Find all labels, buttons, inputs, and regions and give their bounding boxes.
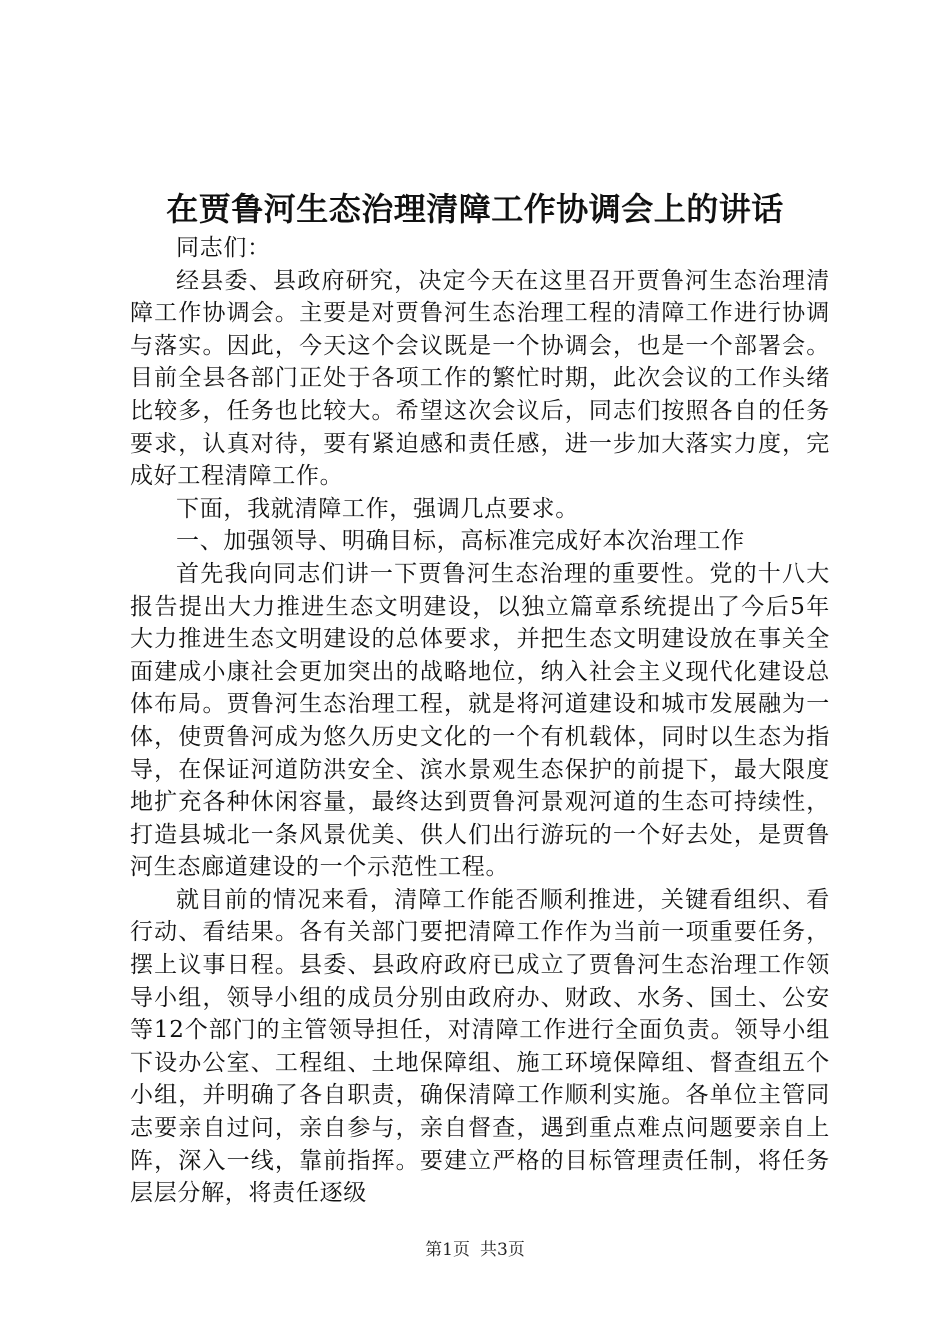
intro-paragraph: 经县委、县政府研究，决定今天在这里召开贾鲁河生态治理清障工作协调会。主要是对贾鲁河生态治理工程的清障工作进行协调与落实。因此，今天这个会议既是一个协调会，也是一个部署会。目前全县各部门正处于各项工作的繁忙时期，此次会议的工作头绪比较多，任务也比较大。希望这次会议后，同志们按照各自的任务要求，认真对待，要有紧迫感和责任感，进一步加大落实力度，完成好工程清障工作。 bbox=[130, 267, 830, 490]
document-body bbox=[130, 232, 830, 1210]
transition-paragraph: 下面，我就清障工作，强调几点要求。 bbox=[176, 495, 579, 522]
importance-paragraph: 首先我向同志们讲一下贾鲁河生态治理的重要性。党的十八大报告提出大力推进生态文明建设，以独立篇章系统提出了今后5年大力推进生态文明建设的总体要求，并把生态文明建设放在事关全面建成小康社会更加突出的战略地位，纳入社会主义现代化建设总体布局。贾鲁河生态治理工程，就是将河道建设和城市发展融为一体，使贾鲁河成为悠久历史文化的一个有机载体，同时以生态为指导，在保证河道防洪安全、滨水景观生态保护的前提下，最大限度地扩充各种休闲容量，最终达到贾鲁河景观河道的生态可持续性，打造县城北一条风景优美、供人们出行游玩的一个好去处，是贾鲁河生态廊道建设的一个示范性工程。 bbox=[130, 560, 830, 881]
page-footer bbox=[0, 1238, 950, 1262]
section-heading-1: 一、加强领导、明确目标，高标准完成好本次治理工作 bbox=[176, 528, 745, 555]
page-number-current: 第1页 bbox=[425, 1240, 470, 1260]
page-number-total: 共3页 bbox=[480, 1240, 525, 1260]
salutation-paragraph: 同志们： bbox=[176, 235, 271, 261]
document-title: 在贾鲁河生态治理清障工作协调会上的讲话 bbox=[166, 190, 784, 228]
organization-paragraph: 就目前的情况来看，清障工作能否顺利推进，关键看组织、看行动、看结果。各有关部门要把清障工作作为当前一项重要任务，摆上议事日程。县委、县政府政府已成立了贾鲁河生态治理工作领导小组，领导小组的成员分别由政府办、财政、水务、国土、公安等12个部门的主管领导担任，对清障工作进行全面负责。领导小组下设办公室、工程组、土地保障组、施工环境保障组、督查组五个小组，并明确了各自职责，确保清障工作顺利实施。各单位主管同志要亲自过问，亲自参与，亲自督查，遇到重点难点问题要亲自上阵，深入一线，靠前指挥。要建立严格的目标管理责任制，将任务层层分解，将责任逐级 bbox=[130, 886, 830, 1207]
